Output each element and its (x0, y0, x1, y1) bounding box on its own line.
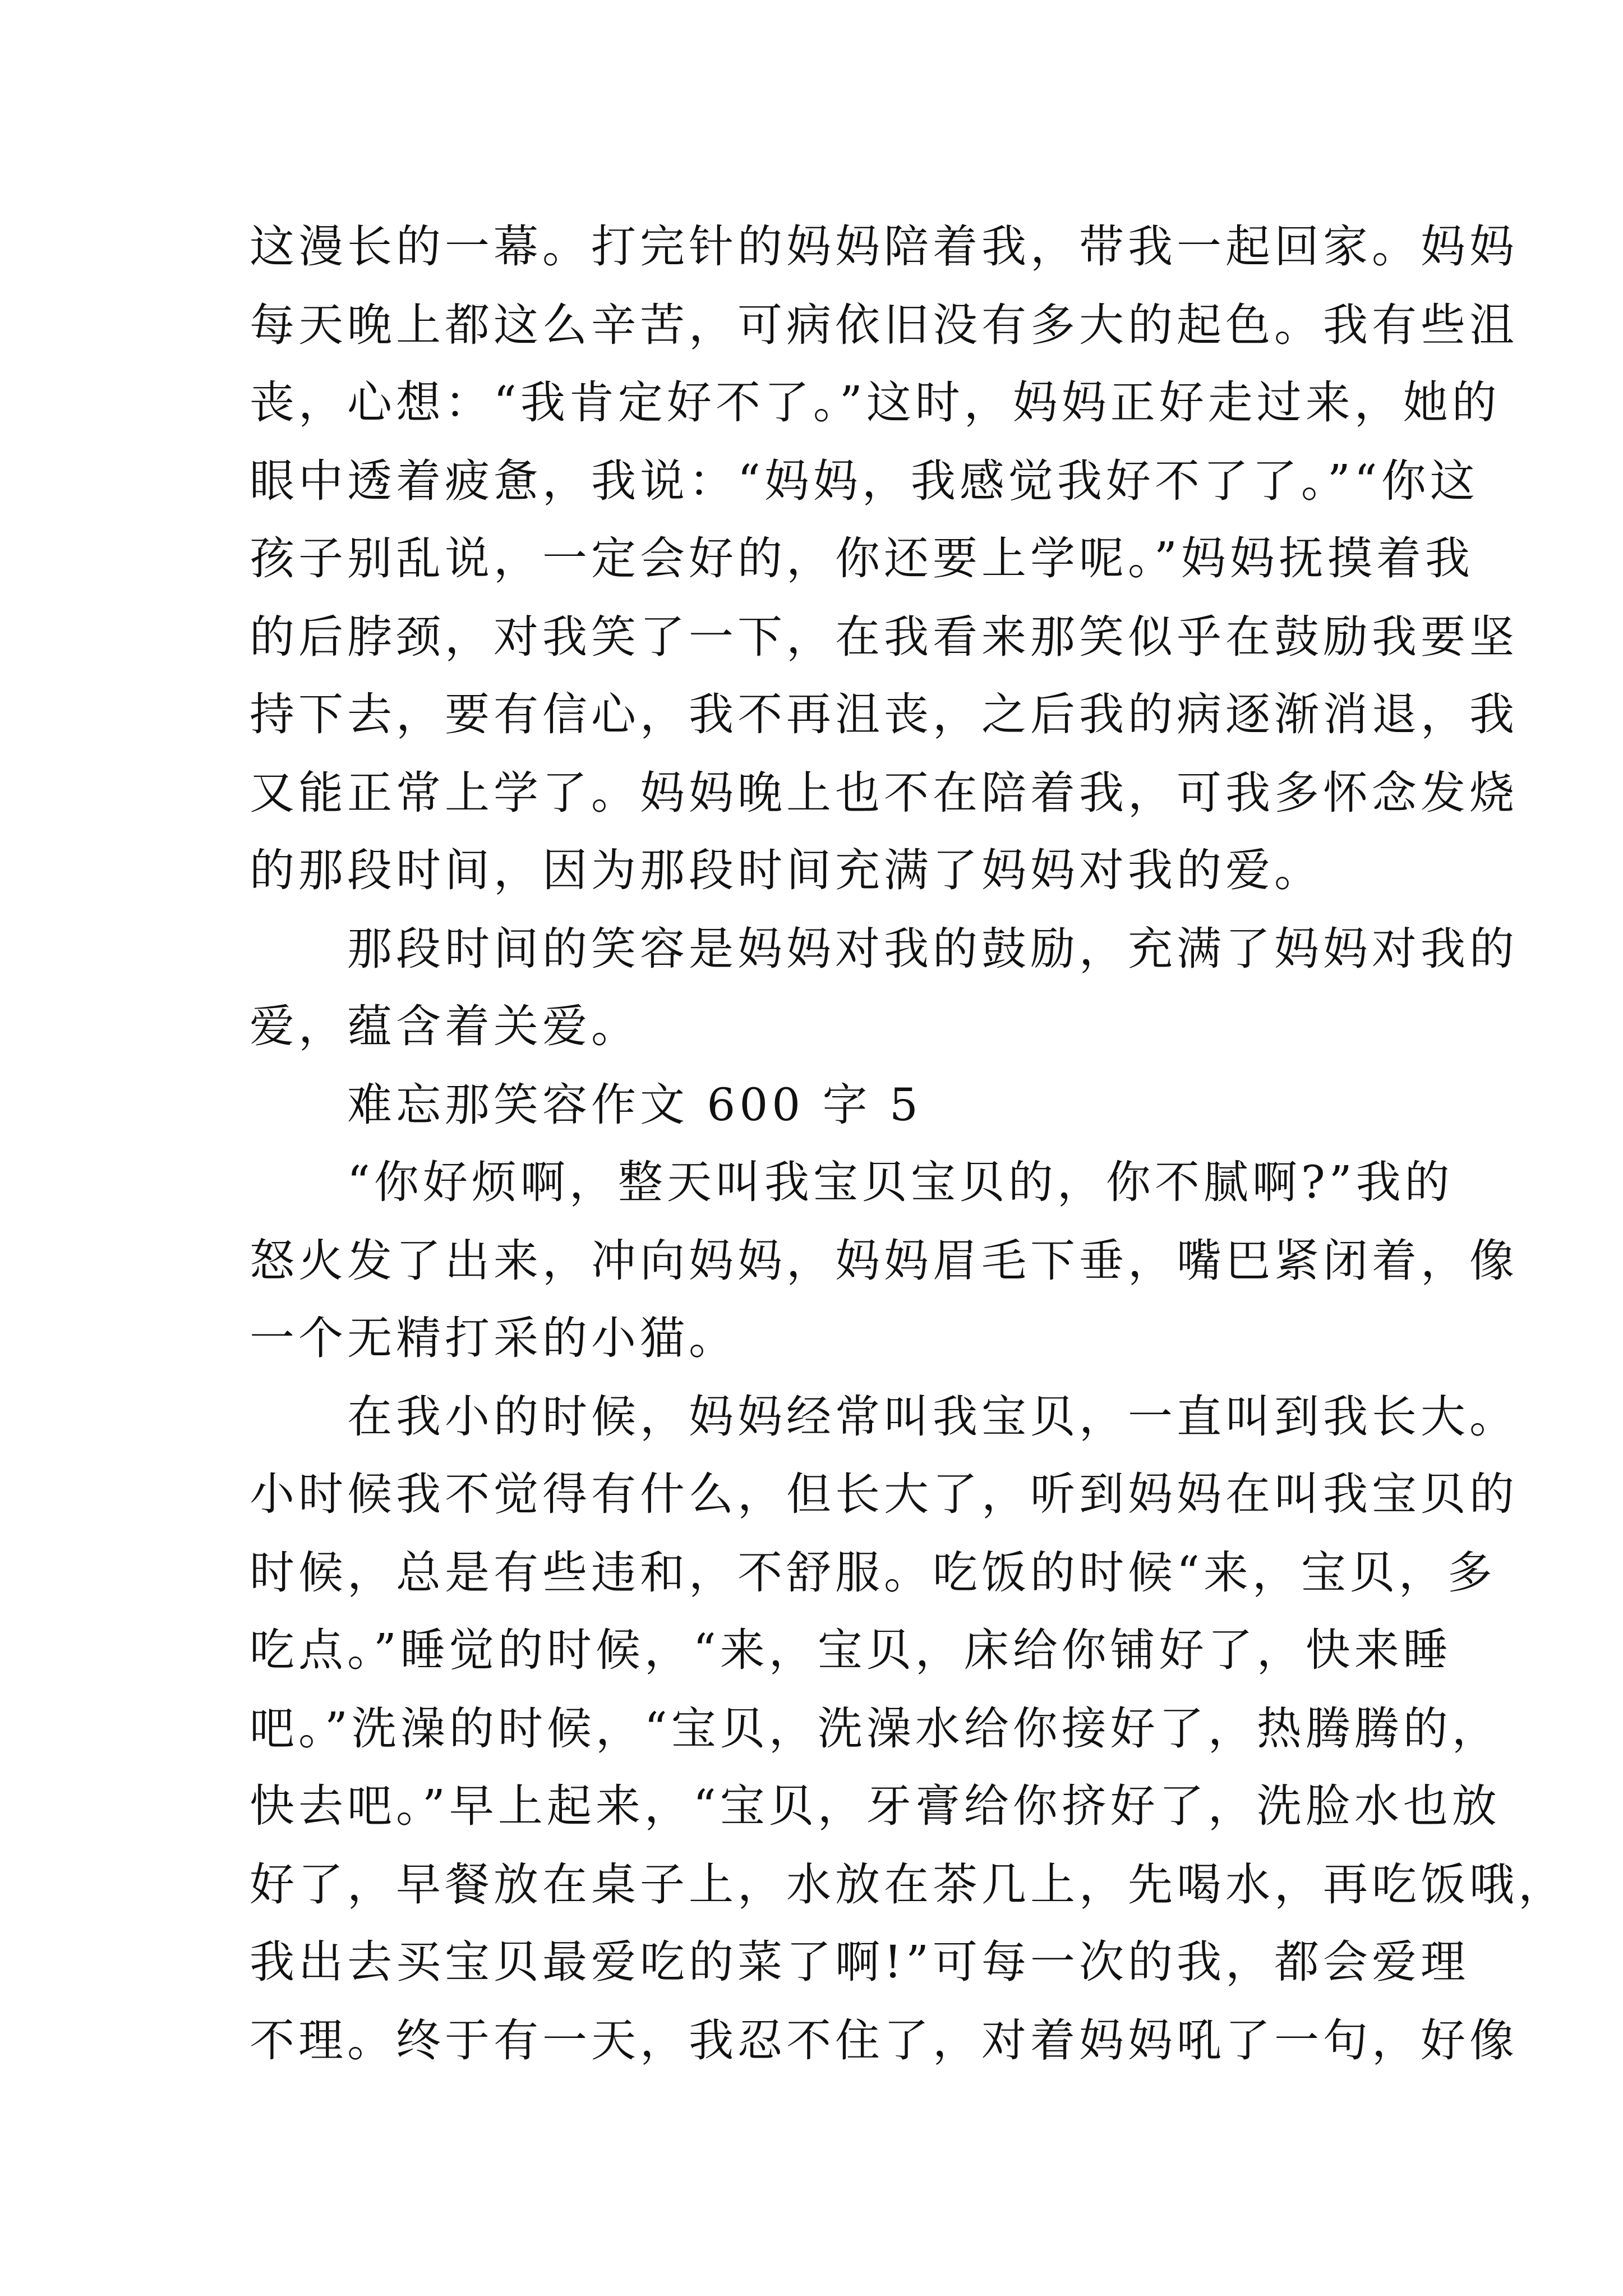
text-line: 小时候我不觉得有什么，但长大了，听到妈妈在叫我宝贝的 (250, 1468, 1518, 1520)
text-line: 一个无精打采的小猫。 (250, 1312, 737, 1364)
text-line: 持下去，要有信心，我不再沮丧，之后我的病逐渐消退，我 (250, 688, 1518, 740)
text-line: 这漫长的一幕。打完针的妈妈陪着我，带我一起回家。妈妈 (250, 220, 1518, 273)
text-line: 快去吧。”早上起来，“宝贝，牙膏给你挤好了，洗脸水也放 (250, 1780, 1501, 1832)
text-line: 丧，心想：“我肯定好不了。”这时，妈妈正好走过来，她的 (250, 376, 1501, 429)
text-line: 好了，早餐放在桌子上，水放在茶几上，先喝水，再吃饭哦， (250, 1858, 1567, 1911)
text-line: 爱，蕴含着关爱。 (250, 1000, 640, 1052)
text-line: 每天晚上都这么辛苦，可病依旧没有多大的起色。我有些沮 (250, 299, 1518, 351)
text-line: 时候，总是有些违和，不舒服。吃饭的时候“来，宝贝，多 (250, 1547, 1496, 1599)
text-line: 那段时间的笑容是妈妈对我的鼓励，充满了妈妈对我的 (250, 923, 1518, 975)
text-line: 在我小的时候，妈妈经常叫我宝贝，一直叫到我长大。 (250, 1391, 1518, 1443)
text-line: “你好烦啊，整天叫我宝贝宝贝的，你不腻啊?”我的 (250, 1156, 1454, 1208)
text-line: 怒火发了出来，冲向妈妈，妈妈眉毛下垂，嘴巴紧闭着，像 (250, 1235, 1518, 1287)
text-line: 吧。”洗澡的时候，“宝贝，洗澡水给你接好了，热腾腾的， (250, 1703, 1501, 1755)
section-heading: 难忘那笑容作文 600 字 5 (250, 1079, 922, 1131)
text-line: 眼中透着疲惫，我说：“妈妈，我感觉我好不了了。”“你这 (250, 455, 1479, 507)
text-line: 不理。终于有一天，我忍不住了，对着妈妈吼了一句，好像 (250, 2014, 1518, 2067)
text-line: 又能正常上学了。妈妈晚上也不在陪着我，可我多怀念发烧 (250, 767, 1518, 819)
text-line: 的后脖颈，对我笑了一下，在我看来那笑似乎在鼓励我要坚 (250, 611, 1518, 663)
text-line: 我出去买宝贝最爱吃的菜了啊!”可每一次的我，都会爱理 (250, 1936, 1470, 1988)
text-line: 孩子别乱说，一定会好的，你还要上学呢。”妈妈抚摸着我 (250, 532, 1474, 585)
text-line: 吃点。”睡觉的时候，“来，宝贝，床给你铺好了，快来睡 (250, 1624, 1452, 1676)
text-line: 的那段时间，因为那段时间充满了妈妈对我的爱。 (250, 844, 1323, 896)
